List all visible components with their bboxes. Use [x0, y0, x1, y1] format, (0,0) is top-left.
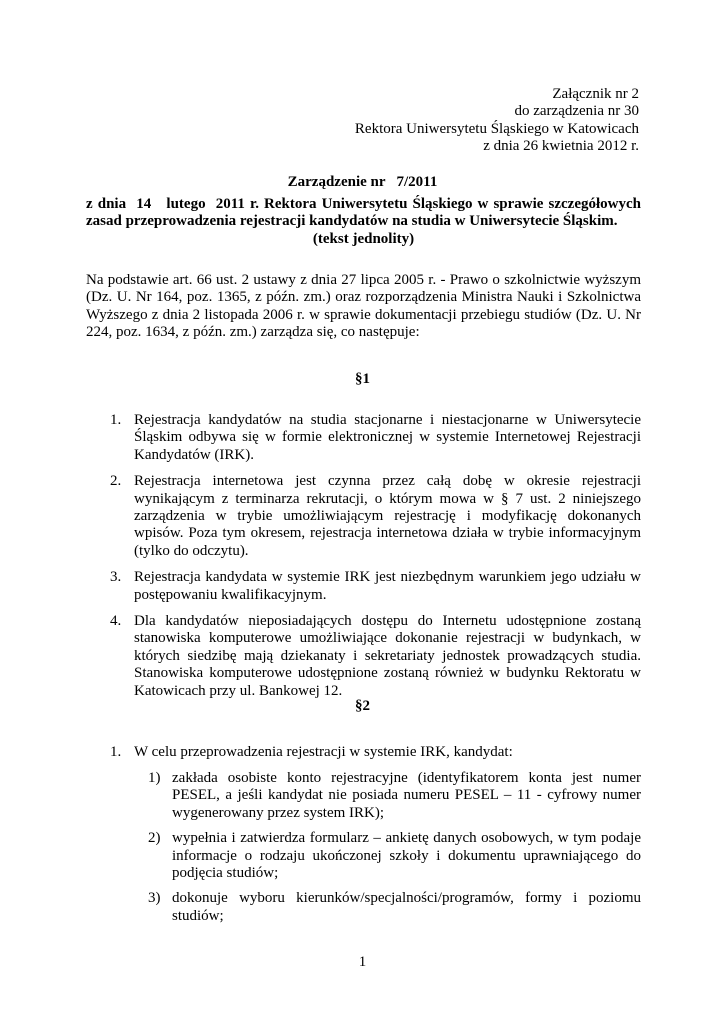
section-heading: §2: [355, 698, 370, 714]
item-number: 3.: [110, 569, 122, 586]
section1-list: [110, 412, 641, 700]
page-number: 1: [358, 954, 367, 970]
list-item: [110, 744, 641, 761]
document-title: Zarządzenie nr 7/2011: [287, 174, 438, 190]
list-item: [110, 473, 641, 560]
list-item: [110, 569, 641, 604]
item-number: 1.: [110, 744, 122, 760]
subtitle-line: zasad przeprowadzenia rejestracji kandydatów na studia w Uniwersytecie Śląskim.: [86, 213, 618, 230]
subtitle-line: z dnia 14 lutego 2011 r. Rektora Uniwersytetu Śląskiego w sprawie szczegółowych: [86, 196, 641, 212]
section2-sublist: [148, 770, 641, 925]
section2-list: [110, 744, 641, 761]
list-item: [148, 830, 641, 882]
item-text: wypełnia i zatwierdza formularz – ankietę danych osobowych, w tym podaje informacje o rodzaju ukończonej szkoły i dokumentu uprawniającego do podjęcia studiów;: [172, 830, 641, 882]
list-item: [110, 412, 641, 464]
item-text: dokonuje wyboru kierunków/specjalności/programów, formy i poziomu studiów;: [172, 890, 641, 924]
subtitle-line: (tekst jednolity): [312, 230, 415, 247]
document-subtitle: [86, 196, 641, 248]
item-text: Rejestracja kandydata w systemie IRK jest niezbędnym warunkiem jego udziału w postępowaniu kwalifikacyjnym.: [134, 569, 641, 603]
item-text: Rejestracja kandydatów na studia stacjonarne i niestacjonarne w Uniwersytecie Śląskim odbywa się w formie elektronicznej w systemie Internetowej Rejestracji Kandydatów (IRK).: [134, 412, 641, 463]
list-item: [148, 770, 641, 822]
list-item: [148, 890, 641, 925]
item-number: 2.: [110, 473, 122, 490]
item-number: 1): [148, 770, 161, 786]
annex-header: [355, 86, 639, 156]
item-number: 1.: [110, 412, 122, 428]
intro-paragraph: Na podstawie art. 66 ust. 2 ustawy z dnia 27 lipca 2005 r. - Prawo o szkolnictwie wyższym (Dz. U. Nr 164, poz. 1365, z późn. zm.) oraz rozporządzenia Ministra Nauki i Szkolnictwa Wyższego z dnia 2 listopada 2006 r. w sprawie dokumentacji przebiegu studiów (Dz. U. Nr 224, poz. 1634, z późn. zm.) zarządza się, co następuje:: [86, 272, 641, 341]
item-text: Dla kandydatów nieposiadających dostępu do Internetu udostępnione zostaną stanowiska komputerowe umożliwiające dokonanie rejestracji w budynkach, w których siedzibę mają dziekanaty i sekretariaty jednostek prowadzących studia. Stanowiska komputerowe udostępnione zostaną również w budynku Rektoratu w Katowicach przy ul. Bankowej 12.: [134, 613, 641, 699]
item-text: Rejestracja internetowa jest czynna przez całą dobę w okresie rejestracji wynikającym z terminarza rekrutacji, o którym mowa w § 7 ust. 2 niniejszego zarządzenia w trybie umożliwiającym rejestrację i modyfikację dokonanych wpisów. Poza tym okresem, rejestracja internetowa działa w trybie informacyjnym (tylko do odczytu).: [134, 473, 641, 559]
annex-line: z dnia 26 kwietnia 2012 r.: [483, 138, 639, 155]
item-text: W celu przeprowadzenia rejestracji w systemie IRK, kandydat:: [134, 744, 513, 760]
annex-line: Rektora Uniwersytetu Śląskiego w Katowicach: [354, 120, 639, 137]
annex-line: do zarządzenia nr 30: [514, 103, 639, 120]
item-text: zakłada osobiste konto rejestracyjne (identyfikatorem konta jest numer PESEL, a jeśli kandydat nie posiada numeru PESEL – 11 - cyfrowy numer wygenerowany przez system IRK);: [172, 770, 641, 821]
item-number: 2): [148, 830, 161, 847]
item-number: 3): [148, 890, 161, 907]
item-number: 4.: [110, 613, 122, 630]
list-item: [110, 613, 641, 700]
annex-line: Załącznik nr 2: [552, 86, 639, 102]
section-heading: §1: [355, 371, 370, 387]
